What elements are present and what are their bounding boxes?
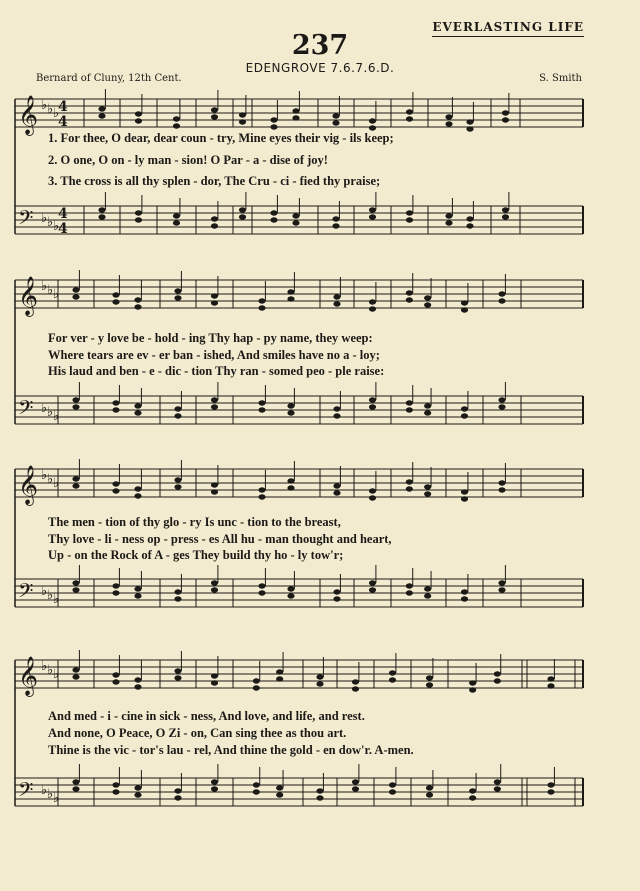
note-head	[134, 403, 141, 408]
note-head	[211, 397, 218, 402]
flat-icon: ♭	[47, 663, 54, 678]
note-head	[211, 673, 218, 678]
note-head	[112, 679, 119, 684]
note-head	[174, 596, 181, 601]
note-head	[112, 789, 119, 794]
flat-icon: ♭	[47, 102, 54, 117]
note-head	[333, 406, 340, 411]
note-head	[72, 580, 79, 585]
lyric-line: And none, O Peace, O Zi - on, Can sing thee as thou art.	[48, 726, 347, 740]
note-head	[211, 580, 218, 585]
lyric-line: Up - on the Rock of A - ges They build thy ho - ly tow'r;	[48, 548, 344, 562]
note-head	[498, 587, 505, 592]
note-head	[466, 119, 473, 124]
flat-icon: ♭	[47, 215, 54, 230]
note-head	[333, 413, 340, 418]
note-head	[211, 489, 218, 494]
note-head	[174, 589, 181, 594]
note-head	[174, 788, 181, 793]
note-head	[239, 119, 246, 124]
note-head	[406, 210, 413, 215]
section-title: EVERLASTING LIFE	[432, 20, 584, 34]
note-head	[494, 786, 501, 791]
note-head	[112, 782, 119, 787]
note-head	[352, 686, 359, 691]
note-head	[369, 118, 376, 123]
note-head	[98, 106, 105, 111]
note-head	[287, 410, 294, 415]
note-head	[369, 207, 376, 212]
note-head	[253, 678, 260, 683]
note-head	[72, 674, 79, 679]
note-head	[445, 213, 452, 218]
note-head	[333, 301, 340, 306]
note-head	[406, 479, 413, 484]
note-head	[134, 593, 141, 598]
note-head	[112, 590, 119, 595]
note-head	[498, 397, 505, 402]
note-head	[502, 207, 509, 212]
note-head	[173, 116, 180, 121]
note-head	[174, 477, 181, 482]
lyric-line: And med - i - cine in sick - ness, And love, and life, and rest.	[48, 709, 365, 723]
note-head	[469, 680, 476, 685]
note-head	[502, 110, 509, 115]
note-head	[211, 786, 218, 791]
note-head	[369, 397, 376, 402]
note-head	[316, 674, 323, 679]
flat-icon: ♭	[41, 783, 48, 798]
note-head	[134, 785, 141, 790]
note-head	[112, 292, 119, 297]
note-head	[211, 223, 218, 228]
note-head	[389, 782, 396, 787]
note-head	[333, 596, 340, 601]
note-head	[352, 786, 359, 791]
note-head	[292, 108, 299, 113]
note-head	[253, 685, 260, 690]
note-head	[112, 407, 119, 412]
note-head	[174, 484, 181, 489]
note-head	[406, 116, 413, 121]
note-head	[134, 297, 141, 302]
note-head	[112, 481, 119, 486]
note-head	[258, 407, 265, 412]
note-head	[498, 404, 505, 409]
note-head	[135, 111, 142, 116]
note-head	[547, 782, 554, 787]
flat-icon: ♭	[53, 791, 60, 806]
note-head	[461, 307, 468, 312]
note-head	[258, 400, 265, 405]
flat-icon: ♭	[41, 279, 48, 294]
note-head	[547, 676, 554, 681]
note-head	[426, 792, 433, 797]
note-head	[72, 587, 79, 592]
note-head	[498, 480, 505, 485]
bass-clef-icon: 𝄢	[18, 778, 34, 806]
note-head	[502, 117, 509, 122]
note-head	[292, 213, 299, 218]
note-head	[332, 223, 339, 228]
note-head	[406, 290, 413, 295]
note-head	[369, 404, 376, 409]
note-head	[72, 294, 79, 299]
note-head	[292, 220, 299, 225]
flat-icon: ♭	[53, 106, 60, 121]
note-head	[134, 792, 141, 797]
note-head	[406, 590, 413, 595]
note-head	[469, 788, 476, 793]
note-head	[287, 593, 294, 598]
note-head	[461, 596, 468, 601]
lyric-line: Thy love - li - ness op - press - es All hu - man thought and heart,	[48, 532, 392, 546]
note-head	[369, 125, 376, 130]
note-head	[112, 672, 119, 677]
note-head	[426, 785, 433, 790]
tune-name: EDENGROVE 7.6.7.6.D.	[245, 61, 395, 75]
note-head	[270, 210, 277, 215]
note-head	[287, 485, 294, 490]
flat-icon: ♭	[47, 787, 54, 802]
note-head	[332, 216, 339, 221]
note-head	[494, 678, 501, 683]
flat-icon: ♭	[53, 476, 60, 491]
flat-icon: ♭	[47, 472, 54, 487]
note-head	[498, 487, 505, 492]
note-head	[173, 220, 180, 225]
flat-icon: ♭	[41, 98, 48, 113]
note-head	[389, 670, 396, 675]
note-head	[276, 792, 283, 797]
note-head	[406, 486, 413, 491]
note-head	[174, 668, 181, 673]
note-head	[424, 295, 431, 300]
note-head	[369, 495, 376, 500]
note-head	[287, 296, 294, 301]
note-head	[316, 681, 323, 686]
note-head	[424, 593, 431, 598]
note-head	[211, 482, 218, 487]
note-head	[72, 786, 79, 791]
note-head	[258, 487, 265, 492]
note-head	[135, 217, 142, 222]
flat-icon: ♭	[47, 405, 54, 420]
flat-icon: ♭	[53, 592, 60, 607]
note-head	[258, 583, 265, 588]
note-head	[276, 785, 283, 790]
treble-clef-icon: 𝄞	[18, 656, 39, 696]
note-head	[112, 299, 119, 304]
note-head	[352, 679, 359, 684]
note-head	[276, 676, 283, 681]
note-head	[287, 586, 294, 591]
note-head	[461, 300, 468, 305]
flat-icon: ♭	[47, 588, 54, 603]
note-head	[72, 667, 79, 672]
note-head	[270, 124, 277, 129]
note-head	[316, 795, 323, 800]
note-head	[134, 684, 141, 689]
lyric-line: 2. O one, O on - ly man - sion! O Par - a - dise of joy!	[48, 153, 328, 167]
flat-icon: ♭	[41, 211, 48, 226]
note-head	[173, 123, 180, 128]
note-head	[287, 403, 294, 408]
note-head	[406, 297, 413, 302]
note-head	[292, 115, 299, 120]
note-head	[389, 677, 396, 682]
note-head	[72, 287, 79, 292]
note-head	[211, 293, 218, 298]
note-head	[389, 789, 396, 794]
note-head	[134, 493, 141, 498]
flat-icon: ♭	[41, 468, 48, 483]
note-head	[494, 779, 501, 784]
treble-clef-icon: 𝄞	[18, 95, 39, 135]
note-head	[352, 779, 359, 784]
note-head	[445, 220, 452, 225]
note-head	[406, 407, 413, 412]
note-head	[547, 683, 554, 688]
flat-icon: ♭	[47, 283, 54, 298]
note-head	[98, 113, 105, 118]
note-head	[174, 288, 181, 293]
note-head	[369, 214, 376, 219]
note-head	[332, 113, 339, 118]
note-head	[270, 117, 277, 122]
note-head	[173, 213, 180, 218]
note-head	[498, 291, 505, 296]
lyric-line: Thine is the vic - tor's lau - rel, And thine the gold - en dow'r. A-men.	[48, 743, 414, 757]
note-head	[287, 289, 294, 294]
note-head	[211, 107, 218, 112]
flat-icon: ♭	[41, 584, 48, 599]
note-head	[369, 299, 376, 304]
note-head	[369, 580, 376, 585]
note-head	[134, 586, 141, 591]
note-head	[461, 589, 468, 594]
flat-icon: ♭	[53, 667, 60, 682]
note-head	[276, 669, 283, 674]
note-head	[239, 207, 246, 212]
note-head	[98, 214, 105, 219]
time-signature: 4	[58, 99, 68, 115]
note-head	[333, 589, 340, 594]
note-head	[461, 413, 468, 418]
note-head	[211, 680, 218, 685]
note-head	[461, 489, 468, 494]
note-head	[134, 486, 141, 491]
note-head	[270, 217, 277, 222]
note-head	[466, 216, 473, 221]
note-head	[211, 114, 218, 119]
note-head	[174, 675, 181, 680]
note-head	[258, 298, 265, 303]
note-head	[211, 216, 218, 221]
note-head	[72, 404, 79, 409]
flat-icon: ♭	[53, 287, 60, 302]
note-head	[134, 410, 141, 415]
time-signature: 4	[58, 221, 68, 237]
note-head	[112, 583, 119, 588]
lyric-line: The men - tion of thy glo - ry Is unc - tion to the breast,	[48, 515, 341, 529]
note-head	[287, 478, 294, 483]
note-head	[253, 789, 260, 794]
note-head	[426, 675, 433, 680]
bass-clef-icon: 𝄢	[18, 579, 34, 607]
note-head	[502, 214, 509, 219]
note-head	[369, 488, 376, 493]
lyric-line: For ver - y love be - hold - ing Thy hap - py name, they weep:	[48, 331, 373, 345]
flat-icon: ♭	[53, 409, 60, 424]
flat-icon: ♭	[41, 659, 48, 674]
bass-clef-icon: 𝄢	[18, 396, 34, 424]
note-head	[174, 406, 181, 411]
note-head	[72, 779, 79, 784]
note-head	[498, 298, 505, 303]
note-head	[469, 795, 476, 800]
note-head	[332, 120, 339, 125]
note-head	[174, 413, 181, 418]
note-head	[424, 491, 431, 496]
note-head	[112, 488, 119, 493]
note-head	[174, 295, 181, 300]
time-signature: 4	[58, 114, 68, 130]
lyric-line: 3. The cross is all thy splen - dor, The Cru - ci - fied thy praise;	[48, 174, 381, 188]
note-head	[253, 782, 260, 787]
note-head	[406, 217, 413, 222]
note-head	[333, 490, 340, 495]
note-head	[72, 483, 79, 488]
note-head	[258, 305, 265, 310]
note-head	[424, 484, 431, 489]
note-head	[72, 476, 79, 481]
note-head	[369, 306, 376, 311]
music-credit: S. Smith	[539, 73, 582, 84]
note-head	[112, 400, 119, 405]
note-head	[98, 207, 105, 212]
note-head	[211, 300, 218, 305]
note-head	[239, 214, 246, 219]
note-head	[211, 404, 218, 409]
lyric-line: 1. For thee, O dear, dear coun - try, Mine eyes their vig - ils keep;	[48, 131, 394, 145]
note-head	[406, 400, 413, 405]
note-head	[134, 677, 141, 682]
note-head	[333, 294, 340, 299]
note-head	[211, 587, 218, 592]
note-head	[469, 687, 476, 692]
note-head	[134, 304, 141, 309]
lyric-line: Where tears are ev - er ban - ished, And smiles have no a - loy;	[48, 348, 380, 362]
note-head	[426, 682, 433, 687]
note-head	[424, 586, 431, 591]
note-head	[494, 671, 501, 676]
note-head	[135, 210, 142, 215]
note-head	[424, 403, 431, 408]
note-head	[547, 789, 554, 794]
flat-icon: ♭	[53, 219, 60, 234]
flat-icon: ♭	[41, 401, 48, 416]
note-head	[239, 112, 246, 117]
note-head	[174, 795, 181, 800]
note-head	[406, 583, 413, 588]
note-head	[461, 496, 468, 501]
bass-clef-icon: 𝄢	[18, 206, 34, 234]
time-signature: 4	[58, 206, 68, 222]
note-head	[424, 302, 431, 307]
note-head	[258, 590, 265, 595]
note-head	[258, 494, 265, 499]
note-head	[445, 114, 452, 119]
treble-clef-icon: 𝄞	[18, 465, 39, 505]
note-head	[406, 109, 413, 114]
note-head	[369, 587, 376, 592]
hymn-number: 237	[291, 30, 349, 61]
note-head	[135, 118, 142, 123]
note-head	[316, 788, 323, 793]
treble-clef-icon: 𝄞	[18, 276, 39, 316]
note-head	[498, 580, 505, 585]
note-head	[466, 223, 473, 228]
note-head	[461, 406, 468, 411]
note-head	[445, 121, 452, 126]
lyric-line: His laud and ben - e - dic - tion Thy ran - somed peo - ple raise:	[48, 364, 385, 378]
note-head	[211, 779, 218, 784]
note-head	[424, 410, 431, 415]
note-head	[72, 397, 79, 402]
words-credit: Bernard of Cluny, 12th Cent.	[36, 73, 182, 84]
note-head	[333, 483, 340, 488]
